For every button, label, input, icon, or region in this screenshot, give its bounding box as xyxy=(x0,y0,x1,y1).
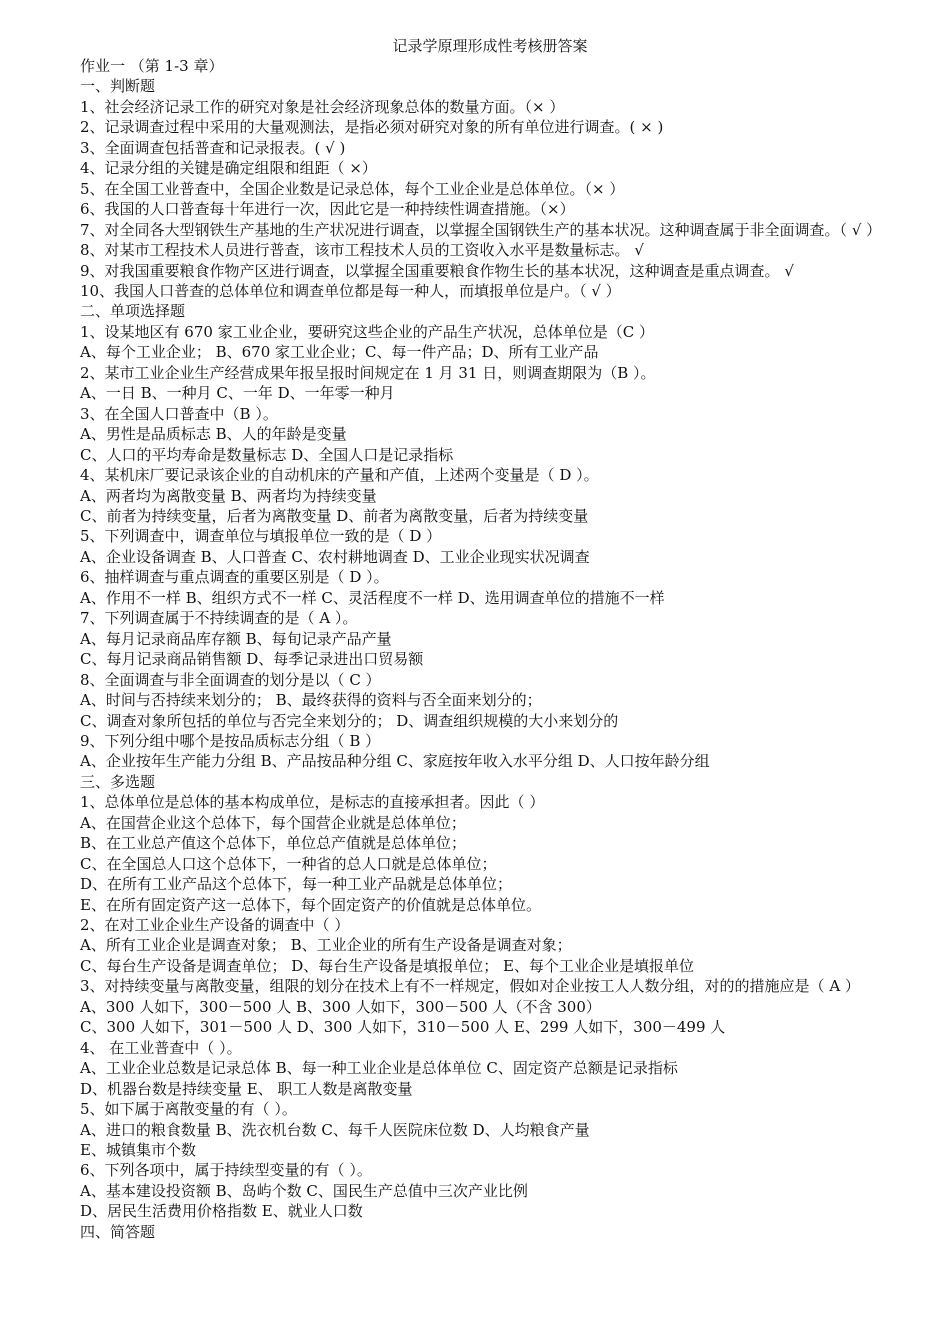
section-heading-single-choice: 二、单项选择题 xyxy=(80,302,186,321)
question-line: 6、下列各项中，属于持续型变量的有（ ）。 xyxy=(80,1161,372,1180)
question-line: 9、对我国重要粮食作物产区进行调查，以掌握全国重要粮食作物生长的基本状况，这种调查是重点调查。 √ xyxy=(80,261,794,280)
question-line: 6、抽样调查与重点调查的重要区别是（ D ）。 xyxy=(80,568,389,587)
option-line: A、企业设备调查 B、人口普查 C、农村耕地调查 D、工业企业现实状况调查 xyxy=(80,547,590,566)
question-line: 3、全面调查包括普查和记录报表。( √ ) xyxy=(80,138,346,157)
option-line: A、在国营企业这个总体下，每个国营企业就是总体单位； xyxy=(80,813,466,832)
option-line: A、作用不一样 B、组织方式不一样 C、灵活程度不一样 D、选用调查单位的措施不一样 xyxy=(80,588,665,607)
section-heading-short-answer: 四、简答题 xyxy=(80,1222,156,1241)
question-line: 4、记录分组的关键是确定组限和组距（ ×） xyxy=(80,159,377,178)
question-line: 8、对某市工程技术人员进行普查，该市工程技术人员的工资收入水平是数量标志。 √ xyxy=(80,241,644,260)
question-line: 5、在全国工业普查中，全国企业数是记录总体，每个工业企业是总体单位。（× ） xyxy=(80,179,625,198)
question-line: 2、记录调查过程中采用的大量观测法，是指必须对研究对象的所有单位进行调查。( × ) xyxy=(80,118,664,137)
option-line: C、每月记录商品销售额 D、每季记录进出口贸易额 xyxy=(80,650,424,669)
option-line: E、在所有固定资产这一总体下，每个固定资产的价值就是总体单位。 xyxy=(80,895,541,914)
option-line: A、基本建设投资额 B、岛屿个数 C、国民生产总值中三次产业比例 xyxy=(80,1181,528,1200)
option-line: A、时间与否持续来划分的； B、最终获得的资料与否全面来划分的； xyxy=(80,691,542,710)
question-line: 9、下列分组中哪个是按品质标志分组（ B ） xyxy=(80,731,381,750)
option-line: D、在所有工业产品这个总体下，每一种工业产品就是总体单位； xyxy=(80,875,513,894)
question-line: 10、我国人口普查的总体单位和调查单位都是每一种人，而填报单位是户。（ √ ） xyxy=(80,281,621,300)
question-line: 7、下列调查属于不持续调查的是（ A ）。 xyxy=(80,609,358,628)
question-line: 2、在对工业企业生产设备的调查中（ ） xyxy=(80,916,350,935)
option-line: E、城镇集市个数 xyxy=(80,1141,196,1160)
option-line: B、在工业总产值这个总体下，单位总产值就是总体单位； xyxy=(80,834,467,853)
question-line: 5、下列调查中，调查单位与填报单位一致的是（ D ） xyxy=(80,527,442,546)
option-line: A、一日 B、一种月 C、一年 D、一年零一种月 xyxy=(80,384,395,403)
option-line: C、人口的平均寿命是数量标志 D、全国人口是记录指标 xyxy=(80,445,454,464)
option-line: D、居民生活费用价格指数 E、就业人口数 xyxy=(80,1202,363,1221)
document-page xyxy=(80,36,880,1242)
question-line: 3、在全国人口普查中（B ）。 xyxy=(80,404,278,423)
question-line: 2、某市工业企业生产经营成果年报呈报时间规定在 1 月 31 日，则调查期限为（B ）。 xyxy=(80,363,656,382)
option-line: A、两者均为离散变量 B、两者均为持续变量 xyxy=(80,486,377,505)
question-line: 4、某机床厂要记录该企业的自动机床的产量和产值，上述两个变量是（ D ）。 xyxy=(80,466,599,485)
option-line: D、机器台数是持续变量 E、 职工人数是离散变量 xyxy=(80,1079,413,1098)
question-line: 4、 在工业普查中（ ）。 xyxy=(80,1038,242,1057)
option-line: A、每月记录商品库存额 B、每旬记录产品产量 xyxy=(80,629,392,648)
question-line: 1、总体单位是总体的基本构成单位，是标志的直接承担者。因此（ ） xyxy=(80,793,545,812)
option-line: C、在全国总人口这个总体下，一种省的总人口就是总体单位； xyxy=(80,854,497,873)
chapter-heading: 作业一 （第 1-3 章） xyxy=(80,57,224,75)
question-line: 8、全面调查与非全面调查的划分是以（ C ） xyxy=(80,670,381,689)
question-line: 5、如下属于离散变量的有（ ）。 xyxy=(80,1100,297,1119)
option-line: C、前者为持续变量，后者为离散变量 D、前者为离散变量，后者为持续变量 xyxy=(80,506,589,525)
option-line: A、男性是品质标志 B、人的年龄是变量 xyxy=(80,425,347,444)
option-line: A、300 人如下，300－500 人 B、300 人如下，300－500 人（不含 300） xyxy=(80,997,601,1016)
option-line: A、工业企业总数是记录总体 B、每一种工业企业是总体单位 C、固定资产总额是记录指标 xyxy=(80,1059,678,1078)
section-heading-true-false: 一、判断题 xyxy=(80,77,156,96)
question-line: 3、对持续变量与离散变量，组限的划分在技术上有不一样规定，假如对企业按工人人数分组，对的的措施应是（ A ） xyxy=(80,977,860,996)
option-line: A、企业按年生产能力分组 B、产品按品种分组 C、家庭按年收入水平分组 D、人口按年龄分组 xyxy=(80,752,710,771)
question-line: 1、设某地区有 670 家工业企业，要研究这些企业的产品生产状况，总体单位是（C ） xyxy=(80,322,654,341)
question-line: 1、社会经济记录工作的研究对象是社会经济现象总体的数量方面。（× ） xyxy=(80,97,565,116)
option-line: A、所有工业企业是调查对象； B、工业企业的所有生产设备是调查对象； xyxy=(80,936,572,955)
document-title: 记录学原理形成性考核册答案 xyxy=(392,37,588,55)
section-heading-multiple-choice: 三、多选题 xyxy=(80,772,156,791)
question-line: 7、对全同各大型钢铁生产基地的生产状况进行调查，以掌握全国钢铁生产的基本状况。这种调查属于非全面调查。（ √ ） xyxy=(80,220,882,239)
option-line: C、调查对象所包括的单位与否完全来划分的； D、调查组织规模的大小来划分的 xyxy=(80,711,619,730)
option-line: C、每台生产设备是调查单位； D、每台生产设备是填报单位； E、每个工业企业是填报单位 xyxy=(80,956,694,975)
option-line: C、300 人如下，301－500 人 D、300 人如下，310－500 人 E、299 人如下，300－499 人 xyxy=(80,1018,726,1037)
option-line: A、每个工业企业； B、670 家工业企业；C、每一件产品；D、所有工业产品 xyxy=(80,343,599,362)
question-line: 6、我国的人口普查每十年进行一次，因此它是一种持续性调查措施。（×） xyxy=(80,200,575,219)
option-line: A、进口的粮食数量 B、洗衣机台数 C、每千人医院床位数 D、人均粮食产量 xyxy=(80,1120,590,1139)
